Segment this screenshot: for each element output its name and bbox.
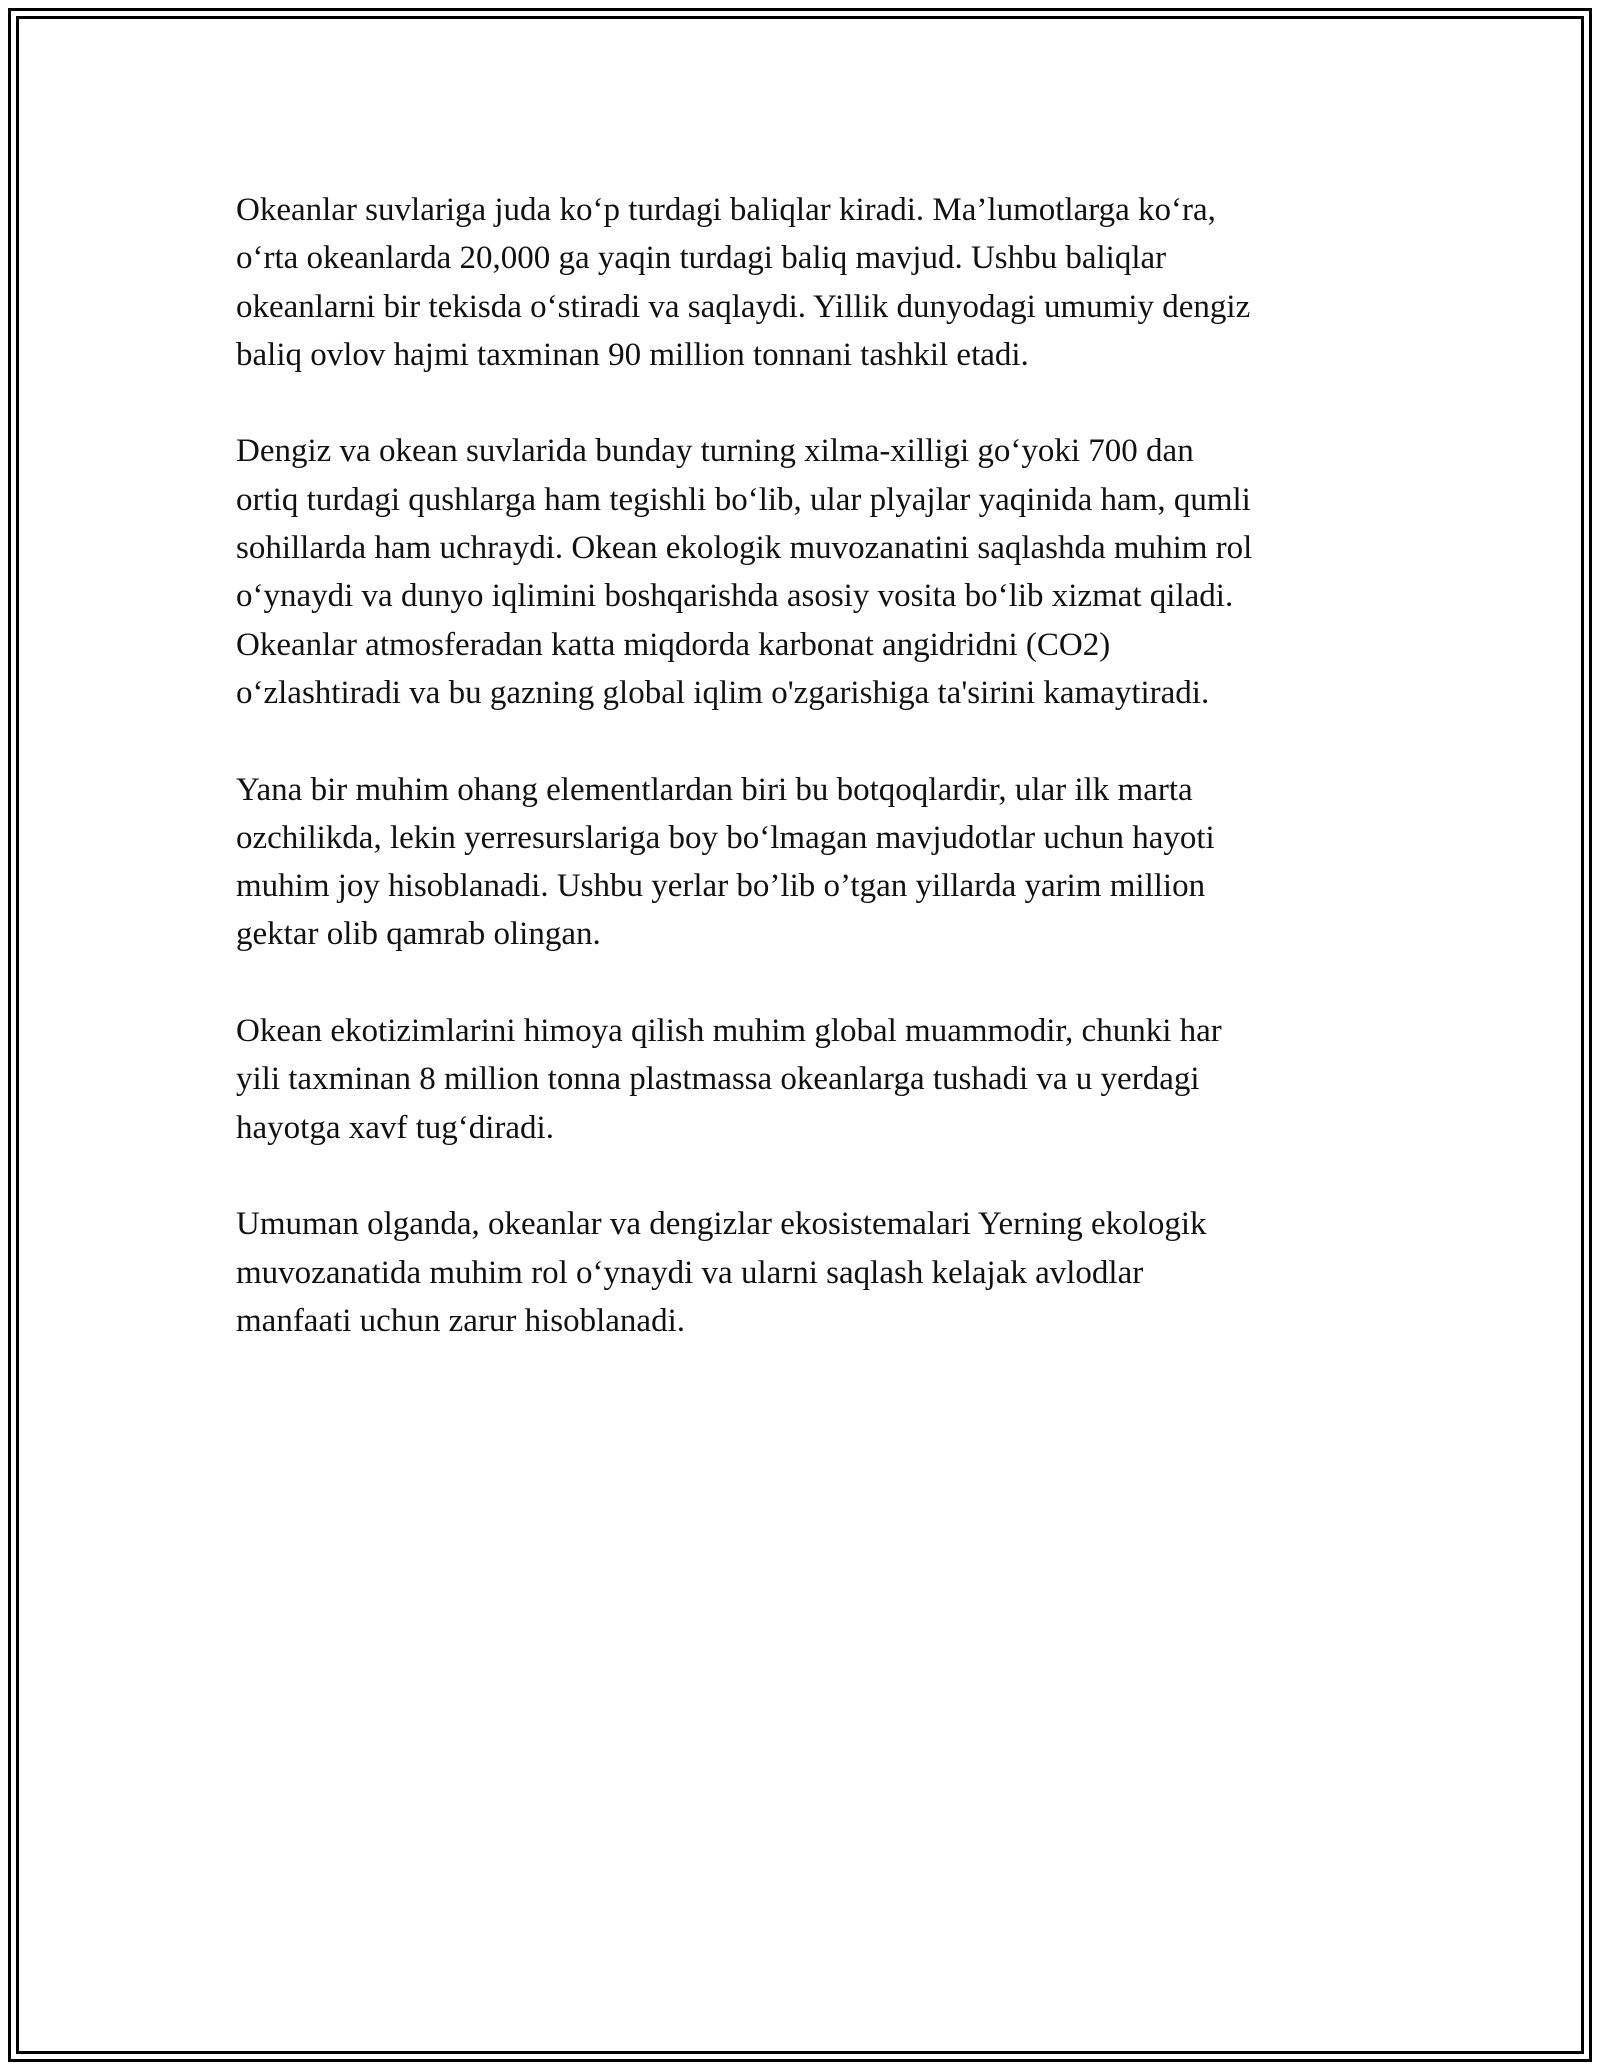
- paragraph-plastic: Okean ekotizimlarini himoya qilish muhim global muammodir, chunki har yili taxminan 8 million tonna plastmassa okeanlarga tushadi va u yerdagi hayotga xavf tug‘diradi.: [236, 1013, 1222, 1146]
- paragraph-birds-climate: Dengiz va okean suvlarida bunday turning xilma-xilligi go‘yoki 700 dan ortiq turdagi qushlarga ham tegishli bo‘lib, ular plyajlar yaqinida ham, qumli sohillarda ham uchraydi. Okean ekologik muvozanatini saqlashda muhim rol o‘ynaydi va dunyo iqlimini boshqarishda asosiy vosita bo‘lib xizmat qiladi. Okeanlar atmosferadan katta miqdorda karbonat angidridni (CO2) o‘zlashtiradi va bu gazning global iqlim o'zgarishiga ta'sirini kamaytiradi.: [236, 433, 1253, 711]
- paragraph-wetlands: Yana bir muhim ohang elementlardan biri bu botqoqlardir, ular ilk marta ozchilikda, lekin yerresurslariga boy bo‘lmagan mavjudotlar uchun hayoti muhim joy hisoblanadi. Ushbu yerlar bo’lib o’tgan yillarda yarim million gektar olib qamrab olingan.: [236, 771, 1215, 953]
- paragraph-fish: Okeanlar suvlariga juda ko‘p turdagi baliqlar kiradi. Ma’lumotlarga ko‘ra, o‘rta okeanlarda 20,000 ga yaqin turdagi baliq mavjud. Ushbu baliqlar okeanlarni bir tekisda o‘stiradi va saqlaydi. Yillik dunyodagi umumiy dengiz baliq ovlov hajmi taxminan 90 million tonnani tashkil etadi.: [236, 192, 1251, 373]
- document-body: [236, 186, 1366, 1393]
- paragraph-conclusion: Umuman olganda, okeanlar va dengizlar ekosistemalari Yerning ekologik muvozanatida muhim rol o‘ynaydi va ularni saqlash kelajak avlodlar manfaati uchun zarur hisoblanadi.: [236, 1206, 1207, 1339]
